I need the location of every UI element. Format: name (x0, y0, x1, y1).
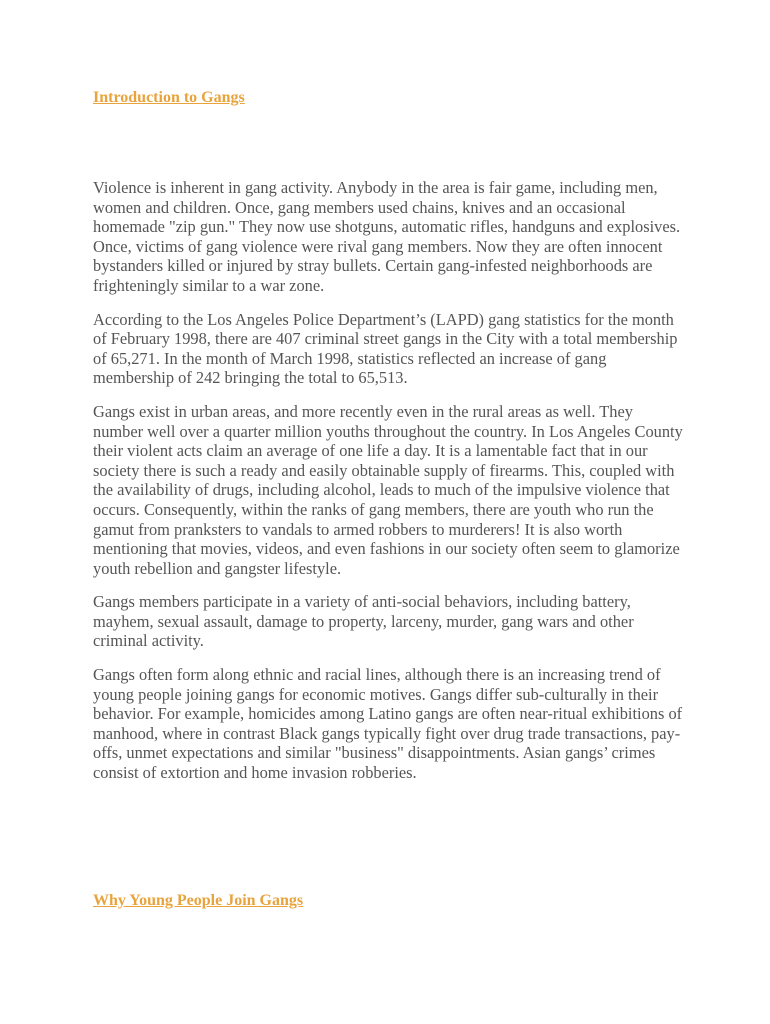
paragraph-ethnic-lines: Gangs often form along ethnic and racial lines, although there is an increasing trend of young people joining gangs for economic motives. Gangs differ sub-culturally in their behavior. For example, homicides among Latino gangs are often near-ritual exhibitions of manhood, where in contrast Black gangs typically fight over drug trade transactions, pay-offs, unmet expectations and similar "business" disappointments. Asian gangs’ crimes consist of extortion and home invasion robberies. (93, 665, 683, 783)
paragraph-violence: Violence is inherent in gang activity. Anybody in the area is fair game, including men, women and children. Once, gang members used chains, knives and an occasional homemade "zip gun." They now use shotguns, automatic rifles, handguns and explosives. Once, victims of gang violence were rival gang members. Now they are often innocent bystanders killed or injured by stray bullets. Certain gang-infested neighborhoods are frighteningly similar to a war zone. (93, 178, 681, 295)
section-heading-introduction[interactable]: Introduction to Gangs (93, 89, 245, 106)
paragraph-anti-social-behaviors: Gangs members participate in a variety of anti-social behaviors, including battery, mayhem, sexual assault, damage to property, larceny, murder, gang wars and other criminal activity. (93, 592, 634, 651)
paragraph-lapd-statistics: According to the Los Angeles Police Department’s (LAPD) gang statistics for the month of February 1998, there are 407 criminal street gangs in the City with a total membership of 65,271. In the month of March 1998, statistics reflected an increase of gang membership of 242 bringing the total to 65,513. (93, 309, 678, 388)
section-heading-why-join[interactable]: Why Young People Join Gangs (93, 892, 304, 909)
body-text (93, 178, 683, 797)
paragraph-gangs-exist: Gangs exist in urban areas, and more recently even in the rural areas as well. They number well over a quarter million youths throughout the country. In Los Angeles County their violent acts claim an average of one life a day. It is a lamentable fact that in our society there is such a ready and easily obtainable supply of firearms. This, coupled with the availability of drugs, including alcohol, leads to much of the impulsive violence that occurs. Consequently, within the ranks of gang members, there are youth who run the gamut from pranksters to vandals to armed robbers to murderers! It is also worth mentioning that movies, videos, and even fashions in our society often seem to glamorize youth rebellion and gangster lifestyle. (93, 401, 683, 578)
